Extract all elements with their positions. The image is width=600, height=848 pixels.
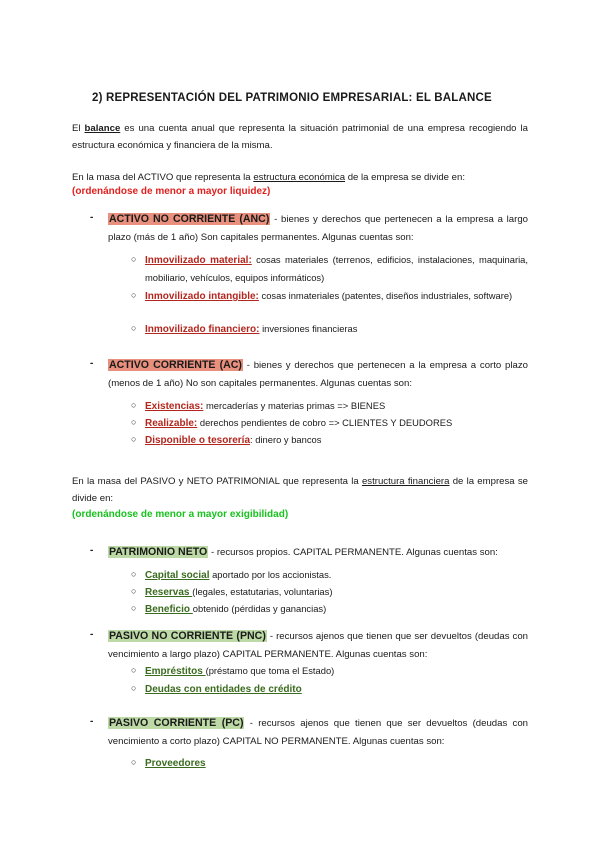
list-item: Reservas (legales, estatutarias, voluntarias) — [145, 586, 333, 598]
list-item: Realizable: derechos pendientes de cobro => CLIENTES Y DEUDORES — [145, 417, 453, 429]
bullet-icon: ○ — [131, 434, 137, 444]
activo-intro: En la masa del ACTIVO que representa la estructura económica de la empresa se divide en: — [72, 172, 466, 183]
list-item: Inmovilizado financiero: inversiones financieras — [145, 323, 358, 335]
anc-heading: ACTIVO NO CORRIENTE (ANC) — [109, 213, 270, 225]
list-item: Disponible o tesorería: dinero y bancos — [145, 434, 322, 446]
bullet-icon: ○ — [131, 683, 137, 693]
balance-definition: El balance es una cuenta anual que representa la situación patrimonial de una empresa recogiendo la estructura económica y financiera de la misma. — [72, 123, 528, 151]
bullet-icon: ○ — [131, 417, 137, 427]
bullet-icon: ○ — [131, 254, 137, 264]
pn-heading: PATRIMONIO NETO — [109, 546, 208, 558]
list-item: Empréstitos (préstamo que toma el Estado) — [145, 665, 335, 677]
list-item: Capital social aportado por los accionistas. — [145, 569, 332, 581]
term-estructura-economica: estructura económica — [253, 172, 346, 183]
anc-item: ACTIVO NO CORRIENTE (ANC) - bienes y derechos que pertenecen a la empresa a largo plazo (más de 1 año) Son capitales permanentes. Algunas cuentas son: — [108, 213, 529, 243]
liquidez-note: (ordenándose de menor a mayor liquidez) — [72, 186, 271, 197]
list-item: Existencias: mercaderías y materias primas => BIENES — [145, 400, 386, 412]
bullet-icon: ○ — [131, 569, 137, 579]
list-dash: - — [90, 716, 94, 727]
pasivo-intro: En la masa del PASIVO y NETO PATRIMONIAL que representa la estructura financiera de la empresa se divide en: — [72, 476, 528, 504]
list-item: Deudas con entidades de crédito — [145, 684, 302, 695]
list-item: Inmovilizado intangible: cosas inmateriales (patentes, diseños industriales, software) — [145, 290, 513, 302]
bullet-icon: ○ — [131, 586, 137, 596]
bullet-icon: ○ — [131, 290, 137, 300]
list-dash: - — [90, 212, 94, 223]
list-item: Proveedores — [145, 758, 206, 769]
list-item: Inmovilizado material: cosas materiales (terrenos, edificios, instalaciones, maquinaria, mobiliario, vehículos, equipos informáticos) — [145, 254, 528, 283]
term-balance: balance — [84, 123, 121, 134]
list-dash: - — [90, 545, 94, 556]
bullet-icon: ○ — [131, 323, 137, 333]
ac-item: ACTIVO CORRIENTE (AC) - bienes y derechos que pertenecen a la empresa a corto plazo (menos de 1 año) No son capitales permanentes. Algunas cuentas son: — [108, 359, 528, 389]
pc-heading: PASIVO CORRIENTE (PC) — [109, 717, 244, 729]
pn-item: PATRIMONIO NETO - recursos propios. CAPITAL PERMANENTE. Algunas cuentas son: — [109, 546, 498, 558]
pnc-heading: PASIVO NO CORRIENTE (PNC) — [109, 630, 266, 642]
pc-item: PASIVO CORRIENTE (PC) - recursos ajenos que tienen que ser devueltos (deudas con vencimiento a corto plazo) CAPITAL NO PERMANENTE. Algunas cuentas son: — [108, 717, 529, 747]
list-dash: - — [90, 629, 94, 640]
list-item: Beneficio obtenido (pérdidas y ganancias) — [145, 603, 327, 615]
list-dash: - — [90, 358, 94, 369]
pnc-item: PASIVO NO CORRIENTE (PNC) - recursos ajenos que tienen que ser devueltos (deudas con vencimiento a largo plazo) CAPITAL PERMANENTE. Algunas cuentas son: — [108, 630, 528, 660]
term-estructura-financiera: estructura financiera — [361, 476, 450, 487]
bullet-icon: ○ — [131, 400, 137, 410]
exigibilidad-note: (ordenándose de menor a mayor exigibilidad) — [72, 509, 289, 520]
bullet-icon: ○ — [131, 757, 137, 767]
bullet-icon: ○ — [131, 603, 137, 613]
ac-heading: ACTIVO CORRIENTE (AC) — [109, 359, 242, 371]
section-title: 2) REPRESENTACIÓN DEL PATRIMONIO EMPRESARIAL: EL BALANCE — [92, 92, 492, 104]
bullet-icon: ○ — [131, 665, 137, 675]
